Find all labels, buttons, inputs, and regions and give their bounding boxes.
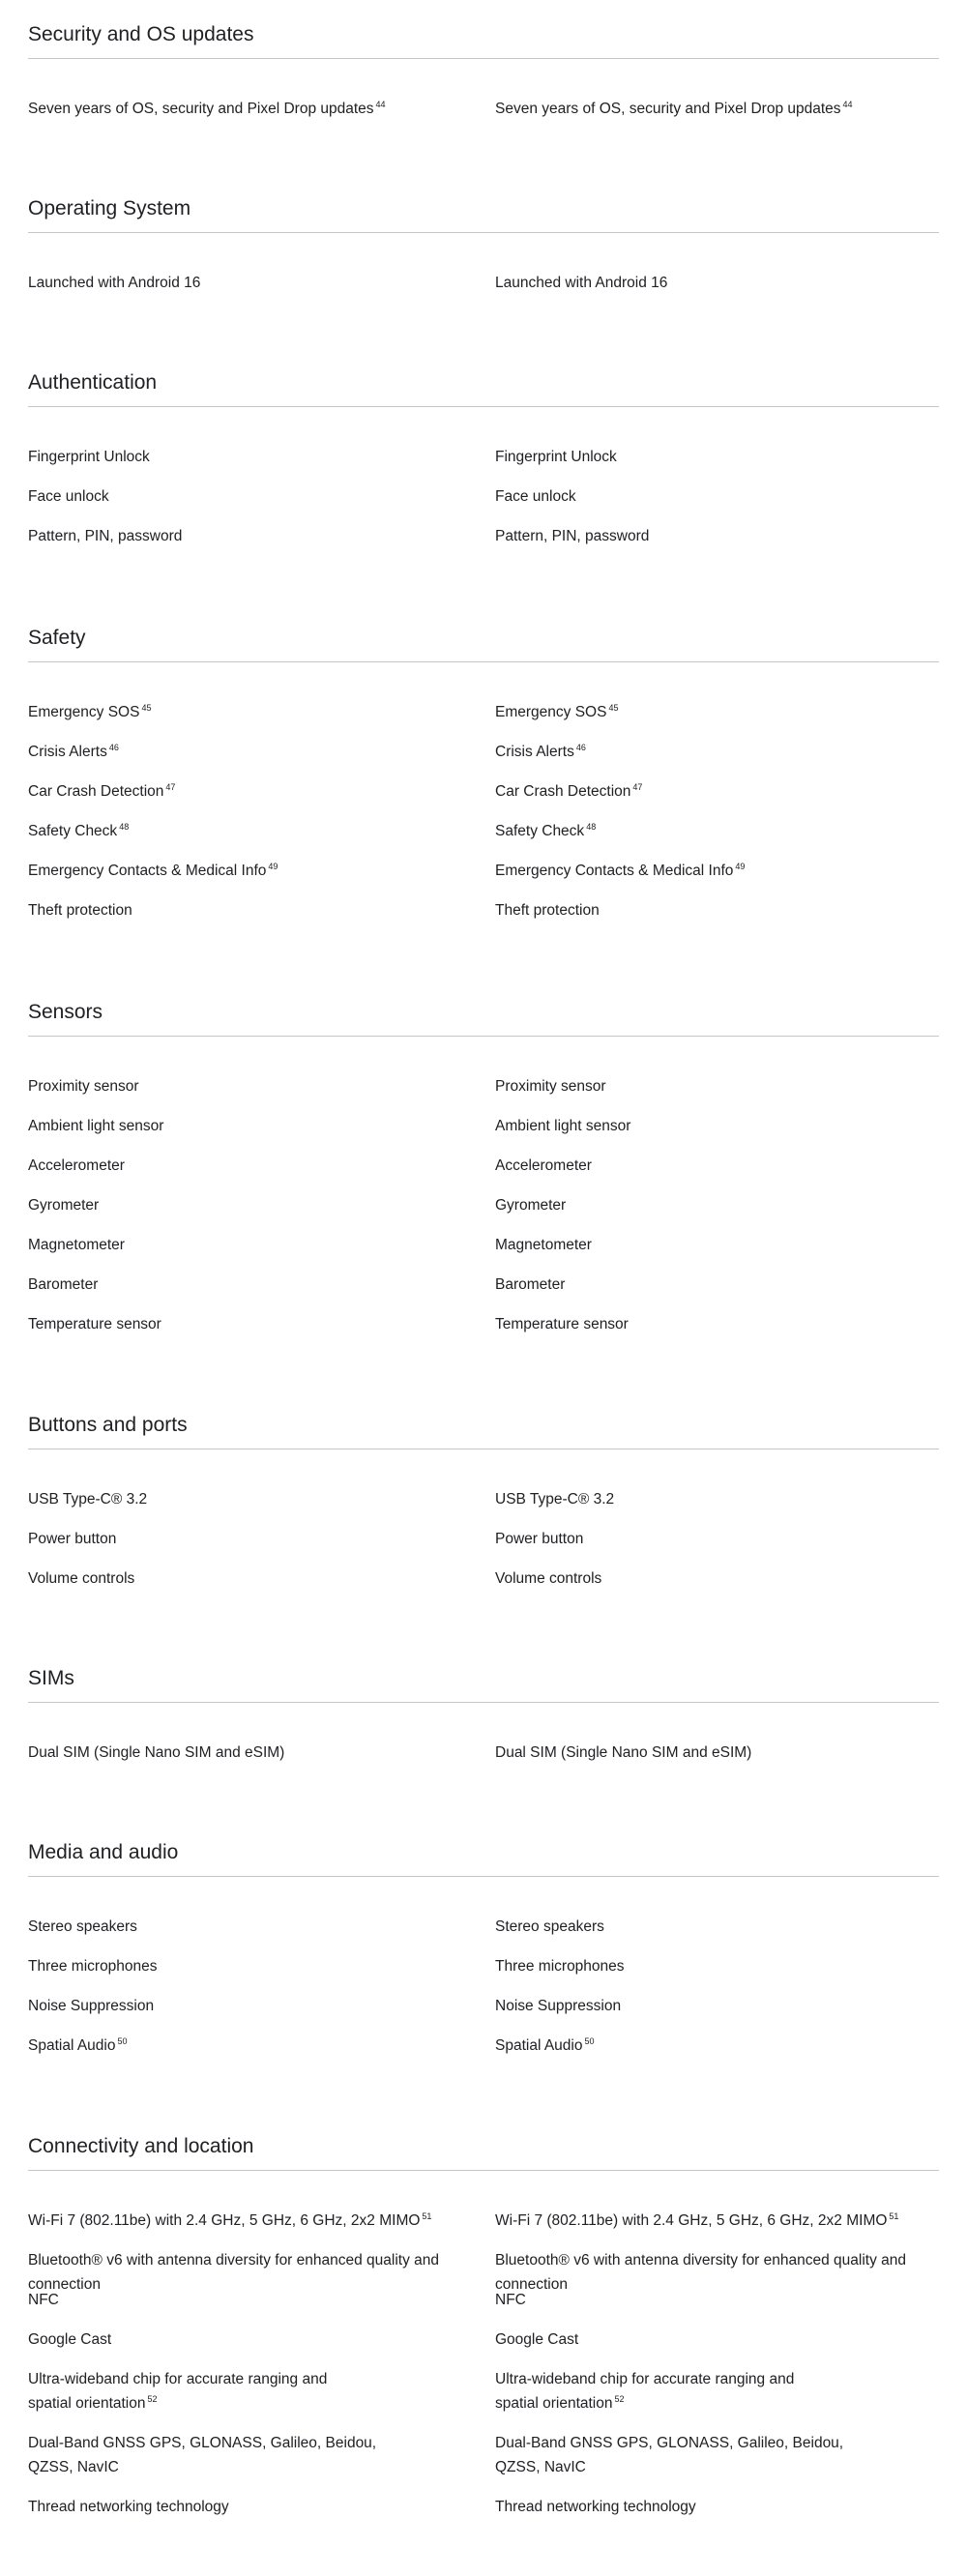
spec-item-right <box>495 1994 940 2018</box>
spec-item-text: Seven years of OS, security and Pixel Drop updates <box>28 101 374 117</box>
spec-item-text: Accelerometer <box>28 1157 125 1174</box>
footnote-ref[interactable]: 50 <box>584 2035 595 2046</box>
spec-item-left <box>28 524 473 548</box>
spec-item-right <box>495 2367 940 2415</box>
spec-item-right <box>495 2327 940 2352</box>
spec-item-text: Crisis Alerts <box>495 744 574 760</box>
spec-item-text: Power button <box>495 1531 584 1547</box>
spec-item-text: Volume controls <box>495 1570 602 1587</box>
spec-item-text: Wi-Fi 7 (802.11be) with 2.4 GHz, 5 GHz, 6 GHz, 2x2 MIMO <box>495 2212 888 2229</box>
spec-item-left <box>28 97 473 121</box>
footnote-ref[interactable]: 47 <box>165 781 176 792</box>
spec-item-right <box>495 740 940 764</box>
spec-item-right <box>495 1566 940 1591</box>
spec-item-text: Thread networking technology <box>495 2499 696 2515</box>
spec-item-text: Noise Suppression <box>28 1998 155 2014</box>
spec-item-right <box>495 1154 940 1178</box>
spec-item-left <box>28 2327 473 2352</box>
spec-item-text: Safety Check <box>28 823 118 839</box>
spec-item-text: Face unlock <box>28 488 109 505</box>
spec-item-text: Seven years of OS, security and Pixel Drop updates <box>495 101 841 117</box>
spec-item-left <box>28 2431 473 2479</box>
spec-item-right <box>495 1312 940 1336</box>
footnote-ref[interactable]: 49 <box>268 861 278 871</box>
spec-item-text: Emergency SOS <box>28 704 140 720</box>
spec-item-text: Fingerprint Unlock <box>28 449 150 465</box>
spec-item-text: NFC <box>495 2292 526 2308</box>
spec-item-left <box>28 1273 473 1297</box>
spec-item-text: Noise Suppression <box>495 1998 622 2014</box>
spec-item-text: Barometer <box>28 1276 99 1293</box>
spec-item-left <box>28 700 473 724</box>
spec-item-text: NFC <box>28 2292 59 2308</box>
spec-item-right <box>495 1741 940 1765</box>
spec-item-text: Dual SIM (Single Nano SIM and eSIM) <box>495 1744 752 1761</box>
spec-item-text: Safety Check <box>495 823 585 839</box>
spec-item-left <box>28 859 473 883</box>
section-title-operating-system: Operating System <box>28 197 191 220</box>
spec-item-right <box>495 819 940 843</box>
footnote-ref[interactable]: 51 <box>889 2210 899 2221</box>
spec-item-text: Emergency SOS <box>495 704 607 720</box>
spec-item-left <box>28 1074 473 1098</box>
spec-item-text: USB Type-C® 3.2 <box>495 1491 615 1508</box>
spec-item-text: Proximity sensor <box>28 1078 139 1095</box>
spec-item-right <box>495 2431 940 2479</box>
spec-item-left <box>28 819 473 843</box>
spec-item-text: Pattern, PIN, password <box>495 528 650 544</box>
footnote-ref[interactable]: 52 <box>147 2393 158 2404</box>
spec-item-left <box>28 1233 473 1257</box>
spec-item-left <box>28 1566 473 1591</box>
section-divider <box>28 406 939 407</box>
section-divider <box>28 2170 939 2171</box>
spec-item-left <box>28 898 473 922</box>
spec-item-text: Ambient light sensor <box>495 1118 631 1134</box>
spec-item-text: Magnetometer <box>28 1237 125 1253</box>
footnote-ref[interactable]: 44 <box>842 99 853 109</box>
footnote-ref[interactable]: 44 <box>375 99 386 109</box>
spec-item-text: Ultra-wideband chip for accurate ranging and spatial orientation <box>495 2371 795 2412</box>
spec-item-left <box>28 2495 473 2519</box>
spec-item-right <box>495 859 940 883</box>
spec-item-left <box>28 1915 473 1939</box>
footnote-ref[interactable]: 49 <box>735 861 746 871</box>
spec-item-left <box>28 1527 473 1551</box>
spec-item-left <box>28 2367 473 2415</box>
spec-item-right <box>495 2495 940 2519</box>
spec-item-right <box>495 779 940 804</box>
spec-item-text: Wi-Fi 7 (802.11be) with 2.4 GHz, 5 GHz, 6 GHz, 2x2 MIMO <box>28 2212 421 2229</box>
spec-item-text: Face unlock <box>495 488 576 505</box>
section-divider <box>28 1702 939 1703</box>
spec-item-left <box>28 1114 473 1138</box>
spec-item-text: Bluetooth® v6 with antenna diversity for enhanced quality and connection <box>495 2252 907 2293</box>
spec-item-text: Bluetooth® v6 with antenna diversity for enhanced quality and connection <box>28 2252 440 2293</box>
section-divider <box>28 661 939 662</box>
footnote-ref[interactable]: 46 <box>108 742 119 752</box>
spec-item-text: USB Type-C® 3.2 <box>28 1491 148 1508</box>
spec-item-left <box>28 1312 473 1336</box>
spec-item-text: Car Crash Detection <box>495 783 631 800</box>
spec-item-right <box>495 484 940 509</box>
spec-item-text: Stereo speakers <box>28 1918 137 1935</box>
footnote-ref[interactable]: 51 <box>422 2210 432 2221</box>
spec-item-text: Accelerometer <box>495 1157 592 1174</box>
footnote-ref[interactable]: 45 <box>608 702 619 713</box>
spec-item-left <box>28 740 473 764</box>
spec-item-right <box>495 2034 940 2058</box>
section-divider <box>28 1876 939 1877</box>
section-title-sensors: Sensors <box>28 1001 103 1023</box>
footnote-ref[interactable]: 45 <box>141 702 152 713</box>
section-title-security-and-os-updates: Security and OS updates <box>28 23 254 45</box>
spec-item-text: Spatial Audio <box>495 2037 583 2054</box>
spec-item-left <box>28 1954 473 1978</box>
spec-item-left <box>28 1487 473 1511</box>
spec-item-text: Launched with Android 16 <box>28 275 201 291</box>
spec-item-text: Launched with Android 16 <box>495 275 668 291</box>
spec-item-right <box>495 1193 940 1217</box>
section-title-authentication: Authentication <box>28 371 158 394</box>
spec-item-text: Three microphones <box>495 1958 625 1975</box>
spec-item-text: Google Cast <box>495 2331 579 2348</box>
spec-item-text: Gyrometer <box>495 1197 567 1214</box>
spec-item-right <box>495 898 940 922</box>
spec-item-text: Stereo speakers <box>495 1918 604 1935</box>
spec-item-text: Theft protection <box>495 902 600 919</box>
section-divider <box>28 1036 939 1037</box>
spec-item-text: Gyrometer <box>28 1197 100 1214</box>
spec-item-text: Thread networking technology <box>28 2499 229 2515</box>
spec-item-right <box>495 1915 940 1939</box>
spec-item-right <box>495 2209 940 2233</box>
spec-item-right <box>495 97 940 121</box>
spec-item-text: Temperature sensor <box>28 1316 161 1332</box>
spec-item-text: Spatial Audio <box>28 2037 116 2054</box>
spec-item-right <box>495 524 940 548</box>
spec-item-text: Emergency Contacts & Medical Info <box>28 863 267 879</box>
footnote-ref[interactable]: 52 <box>614 2393 625 2404</box>
spec-item-left <box>28 445 473 469</box>
spec-item-right <box>495 1954 940 1978</box>
spec-item-left <box>28 1994 473 2018</box>
spec-item-left <box>28 1154 473 1178</box>
spec-item-text: Power button <box>28 1531 117 1547</box>
spec-item-left <box>28 2034 473 2058</box>
spec-item-right <box>495 1527 940 1551</box>
spec-item-text: Dual SIM (Single Nano SIM and eSIM) <box>28 1744 285 1761</box>
section-title-sims: SIMs <box>28 1667 74 1689</box>
spec-item-left <box>28 271 473 295</box>
spec-item-right <box>495 1074 940 1098</box>
footnote-ref[interactable]: 46 <box>575 742 586 752</box>
spec-item-left <box>28 1193 473 1217</box>
spec-item-text: Fingerprint Unlock <box>495 449 617 465</box>
spec-item-right <box>495 271 940 295</box>
spec-item-text: Emergency Contacts & Medical Info <box>495 863 734 879</box>
spec-item-text: Temperature sensor <box>495 1316 629 1332</box>
spec-item-text: Car Crash Detection <box>28 783 164 800</box>
spec-item-text: Three microphones <box>28 1958 158 1975</box>
section-title-buttons-and-ports: Buttons and ports <box>28 1414 188 1436</box>
spec-item-right <box>495 700 940 724</box>
footnote-ref[interactable]: 50 <box>117 2035 128 2046</box>
spec-item-text: Barometer <box>495 1276 566 1293</box>
spec-item-text: Ambient light sensor <box>28 1118 164 1134</box>
spec-item-right <box>495 445 940 469</box>
spec-item-left <box>28 484 473 509</box>
spec-item-text: Magnetometer <box>495 1237 592 1253</box>
footnote-ref[interactable]: 48 <box>119 821 130 832</box>
spec-item-right <box>495 1114 940 1138</box>
spec-item-left <box>28 779 473 804</box>
spec-item-right <box>495 1487 940 1511</box>
section-divider <box>28 232 939 233</box>
spec-item-left <box>28 2209 473 2233</box>
section-divider <box>28 58 939 59</box>
section-title-media-and-audio: Media and audio <box>28 1841 179 1863</box>
spec-item-text: Crisis Alerts <box>28 744 107 760</box>
spec-item-text: Theft protection <box>28 902 132 919</box>
spec-item-text: Volume controls <box>28 1570 135 1587</box>
spec-item-right <box>495 1233 940 1257</box>
spec-item-right <box>495 2288 940 2312</box>
spec-item-text: Proximity sensor <box>495 1078 606 1095</box>
footnote-ref[interactable]: 47 <box>632 781 643 792</box>
spec-item-text: Dual-Band GNSS GPS, GLONASS, Galileo, Beidou, QZSS, NavIC <box>495 2435 844 2475</box>
section-title-safety: Safety <box>28 627 86 649</box>
spec-item-left <box>28 2288 473 2312</box>
spec-item-text: Pattern, PIN, password <box>28 528 183 544</box>
footnote-ref[interactable]: 48 <box>586 821 597 832</box>
spec-item-right <box>495 1273 940 1297</box>
spec-item-left <box>28 1741 473 1765</box>
section-title-connectivity-and-location: Connectivity and location <box>28 2135 254 2157</box>
spec-item-text: Google Cast <box>28 2331 112 2348</box>
spec-item-text: Ultra-wideband chip for accurate ranging and spatial orientation <box>28 2371 328 2412</box>
spec-item-text: Dual-Band GNSS GPS, GLONASS, Galileo, Beidou, QZSS, NavIC <box>28 2435 377 2475</box>
